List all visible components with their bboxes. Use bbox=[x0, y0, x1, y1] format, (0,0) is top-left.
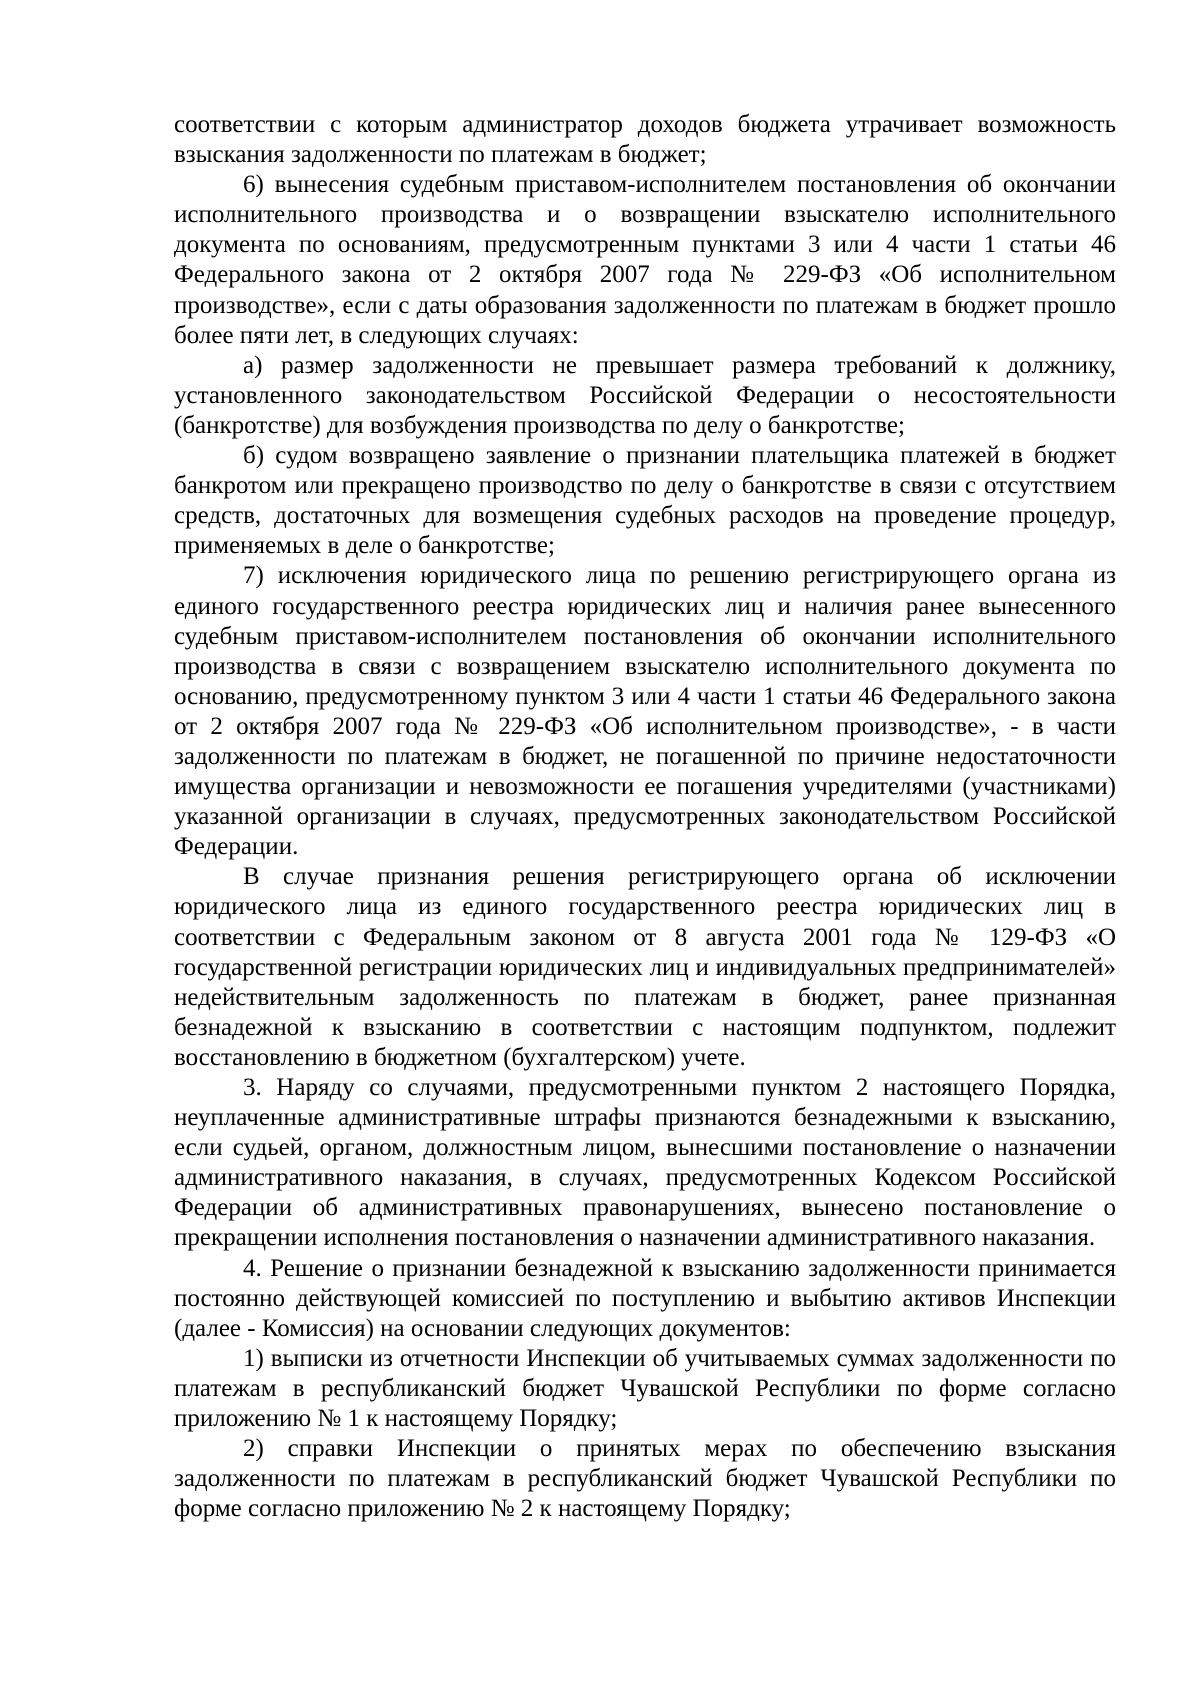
paragraph-doc-1: 1) выписки из отчетности Инспекции об учитываемых суммах задолженности по платежам в республиканский бюджет Чувашской Республики по форме согласно приложению № 1 к настоящему Порядку; bbox=[174, 1344, 1116, 1433]
paragraph-item-6: 6) вынесения судебным приставом-исполнителем постановления об окончании исполнительного производства и о возвращении взыскателю исполнительного документа по основаниям, предусмотренным пунктами 3 или 4 части 1 статьи 46 Федерального закона от 2 октября 2007 года № 229-ФЗ «Об исполнительном производстве», если с даты образования задолженности по платежам в бюджет прошло более пяти лет, в следующих случаях: bbox=[174, 171, 1116, 349]
paragraph-doc-2: 2) справки Инспекции о принятых мерах по обеспечению взыскания задолженности по платежам в республиканский бюджет Чувашской Республики по форме согласно приложению № 2 к настоящему Порядку; bbox=[174, 1435, 1116, 1523]
paragraph-subitem-b: б) судом возвращено заявление о признании плательщика платежей в бюджет банкротом или прекращено производство по делу о банкротстве в связи с отсутствием средств, достаточных для возмещения судебных расходов на проведение процедур, применяемых в деле о банкротстве; bbox=[174, 442, 1116, 560]
document-page bbox=[174, 110, 1116, 1524]
paragraph-restoration-clause: В случае признания решения регистрирующего органа об исключении юридического лица из единого государственного реестра юридических лиц в соответствии с Федеральным законом от 8 августа 2001 года № 129-ФЗ «О государственной регистрации юридических лиц и индивидуальных предпринимателей» недействительным задолженность по платежам в бюджет, ранее признанная безнадежной к взысканию в соответствии с настоящим подпунктом, подлежит восстановлению в бюджетном (бухгалтерском) учете. bbox=[174, 863, 1116, 1071]
paragraph-section-4: 4. Решение о признании безнадежной к взысканию задолженности принимается постоянно действующей комиссией по поступлению и выбытию активов Инспекции (далее - Комиссия) на основании следующих документов: bbox=[174, 1254, 1116, 1342]
paragraph-item-7: 7) исключения юридического лица по решению регистрирующего органа из единого государственного реестра юридических лиц и наличия ранее вынесенного судебным приставом-исполнителем постановления об окончании исполнительного производства в связи с возвращением взыскателю исполнительного документа по основанию, предусмотренному пунктом 3 или 4 части 1 статьи 46 Федерального закона от 2 октября 2007 года № 229-ФЗ «Об исполнительном производстве», - в части задолженности по платежам в бюджет, не погашенной по причине недостаточности имущества организации и невозможности ее погашения учредителями (участниками) указанной организации в случаях, предусмотренных законодательством Российской Федерации. bbox=[174, 562, 1116, 861]
paragraph-continuation: соответствии с которым администратор доходов бюджета утрачивает возможность взыскания задолженности по платежам в бюджет; bbox=[174, 111, 1116, 169]
paragraph-section-3: 3. Наряду со случаями, предусмотренными пунктом 2 настоящего Порядка, неуплаченные административные штрафы признаются безнадежными к взысканию, если судьей, органом, должностным лицом, вынесшими постановление о назначении административного наказания, в случаях, предусмотренных Кодексом Российской Федерации об административных правонарушениях, вынесено постановление о прекращении исполнения постановления о назначении административного наказания. bbox=[174, 1074, 1116, 1252]
paragraph-subitem-a: а) размер задолженности не превышает размера требований к должнику, установленного законодательством Российской Федерации о несостоятельности (банкротстве) для возбуждения производства по делу о банкротстве; bbox=[174, 351, 1116, 439]
